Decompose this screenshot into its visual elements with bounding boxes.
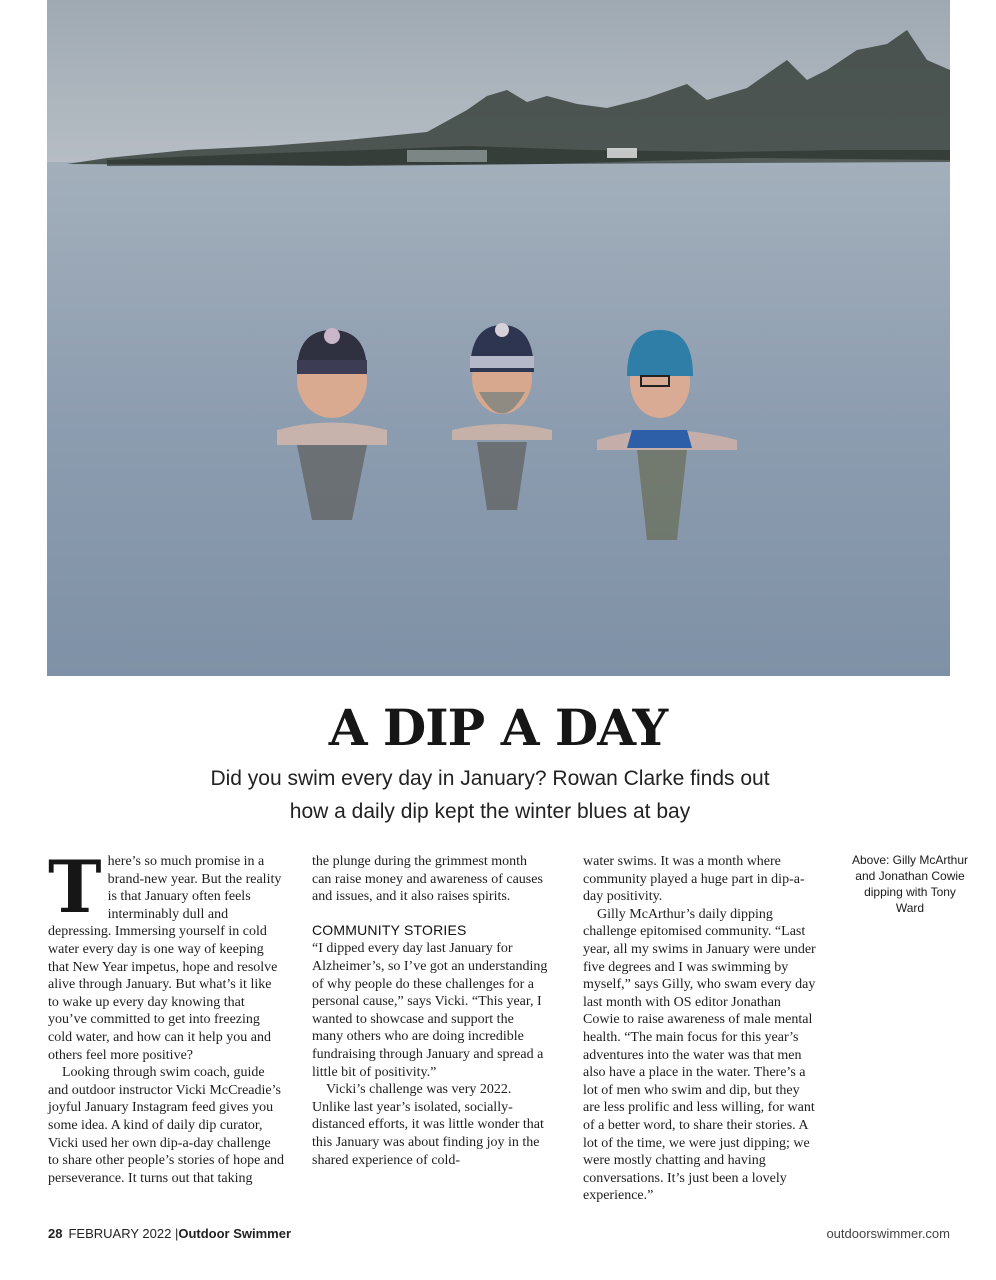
website-url: outdoorswimmer.com bbox=[826, 1226, 950, 1241]
lake-swimmers-photo bbox=[47, 0, 950, 676]
paragraph: Looking through swim coach, guide and outdoor instructor Vicki McCreadie’s joyful January Instagram feed gives you some idea. A kind of daily dip curator, Vicki used her own dip-a-day challenge to share other people’s stories of hope and perseverance. It turns out that taking bbox=[48, 1065, 284, 1186]
paragraph: water swims. It was a month where community played a huge part in dip-a-day positivity. bbox=[583, 854, 805, 905]
article-title: A DIP A DAY bbox=[328, 698, 668, 757]
standfirst-line-1: Did you swim every day in January? Rowan Clarke finds out bbox=[210, 767, 770, 790]
article-column-1 bbox=[48, 844, 284, 1187]
standfirst-line-2: how a daily dip kept the winter blues at bay bbox=[289, 800, 691, 823]
paragraph: Gilly McArthur’s daily dipping challenge epitomised community. “Last year, all my swims in January were under five degrees and I was swimming by myself,” says Gilly, who swam every day last month with OS editor Jonathan Cowie to raise awareness of male mental health. “The main focus for this year’s adventures into the water was that men also have a place in the water. There’s a lot of men who swim and dip, but they are less prolific and less willing, for want of a better word, to share their stories. A lot of the time, we were just dipping; we were mostly chatting and having conversations. It’s just been a lovely experience.” bbox=[583, 906, 816, 1204]
folio bbox=[48, 1226, 291, 1241]
paragraph: “I dipped every day last January for Alzheimer’s, so I’ve got an understanding of why people do these challenges for a personal cause,” says Vicki. “This year, I wanted to showcase and support the many others who are doing incredible fundraising through January and spread a little bit of positivity.” bbox=[312, 941, 548, 1080]
folio-separator: | bbox=[174, 1226, 179, 1241]
hero-photo bbox=[47, 0, 950, 676]
paragraph: the plunge during the grimmest month can raise money and awareness of causes and issues, and it also raises spirits. bbox=[312, 854, 543, 905]
article-column-2 bbox=[312, 853, 548, 1169]
issue-date: FEBRUARY 2022 bbox=[68, 1226, 172, 1241]
section-subhead: COMMUNITY STORIES bbox=[312, 921, 467, 938]
paragraph: here’s so much promise in a brand-new year. But the reality is that January often feels interminably dull and depressing. Immersing yourself in cold water every day is one way of keeping that New Year impetus, hope and resolve alive through January. But what’s it like to wake up every day knowing that you’ve committed to get into freezing cold water, and how can it help you and others feel more positive? bbox=[48, 854, 282, 1063]
drop-cap: T bbox=[48, 844, 102, 929]
magazine-name: Outdoor Swimmer bbox=[178, 1226, 292, 1241]
standfirst bbox=[150, 762, 830, 828]
page-number: 28 bbox=[48, 1226, 63, 1241]
paragraph: Vicki’s challenge was very 2022. Unlike last year’s isolated, socially-distanced efforts, it was little wonder that this January was about finding joy in the shared experience of cold- bbox=[312, 1082, 544, 1168]
article-column-3 bbox=[583, 853, 819, 1205]
photo-caption: Above: Gilly McArthur and Jonathan Cowie dipping with Tony Ward bbox=[851, 853, 969, 915]
